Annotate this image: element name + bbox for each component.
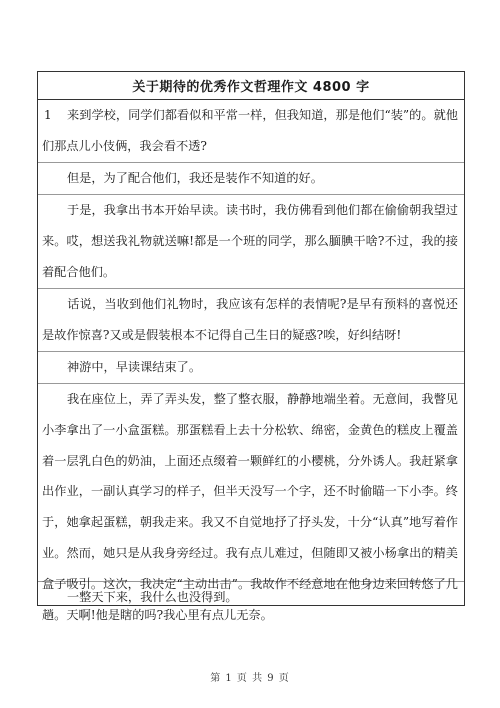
title-row xyxy=(38,72,464,100)
document-table xyxy=(37,71,465,622)
paragraph-text: 我在座位上，弄了弄头发，整了整衣服，静静地端坐着。无意间，我瞥见小李拿出了一小盒蛋糕。那蛋糕看上去十分松软、绵密，金黄色的糕皮上覆盖着一层乳白色的奶油，上面还点缀着一颗鲜红的小樱桃，分外诱人。我赶紧拿出作业，一副认真学习的样子，但半天没写一个字，还不时偷瞄一下小李。终于，她拿起蛋糕，朝我走来。我又不自觉地抒了抒头发，十分“认真”地写着作业。然而，她只是从我身旁经过。我有点儿难过，但随即又被小杨拿出的精美盒子吸引。这次，我决定“主动出击”。我故作不经意地在他身边来回转悠了几趟。天啊!他是瞎的吗?我心里有点儿无奈。 xyxy=(42,392,458,622)
paragraph-text: 话说，当收到他们礼物时，我应该有怎样的表情呢?是早有预料的喜悦还是故作惊喜?又或是假装根本不记得自己生日的疑惑?唉，好纠结呀! xyxy=(42,297,458,342)
paragraph-row xyxy=(38,163,464,195)
paragraph-text: 但是，为了配合他们，我还是装作不知道的好。 xyxy=(67,171,323,185)
paragraph-text: 来到学校，同学们都看似和平常一样，但我知道，那是他们“装”的。就他们那点儿小伎俩，我会看不透? xyxy=(42,108,458,153)
paragraph-text: 神游中，早读课结束了。 xyxy=(67,360,202,374)
paragraph-row xyxy=(38,100,464,163)
paragraph-row xyxy=(38,289,464,352)
paragraph-row xyxy=(38,352,464,384)
paragraph-marker: 1 xyxy=(44,108,52,122)
paragraph-text: 一整天下来，我什么也没得到。 xyxy=(67,590,238,604)
document-title: 关于期待的优秀作文哲理作文 4800 字 xyxy=(132,80,370,95)
paragraph-text: 于是，我拿出书本开始早读。读书时，我仿佛看到他们都在偷偷朝我望过来。哎，想送我礼物就送嘛!都是一个班的同学，那么腼腆干啥?不过，我的接着配合他们。 xyxy=(42,203,458,279)
page-footer: 第 1 页 共 9 页 xyxy=(210,673,290,684)
paragraph-row xyxy=(38,195,464,289)
